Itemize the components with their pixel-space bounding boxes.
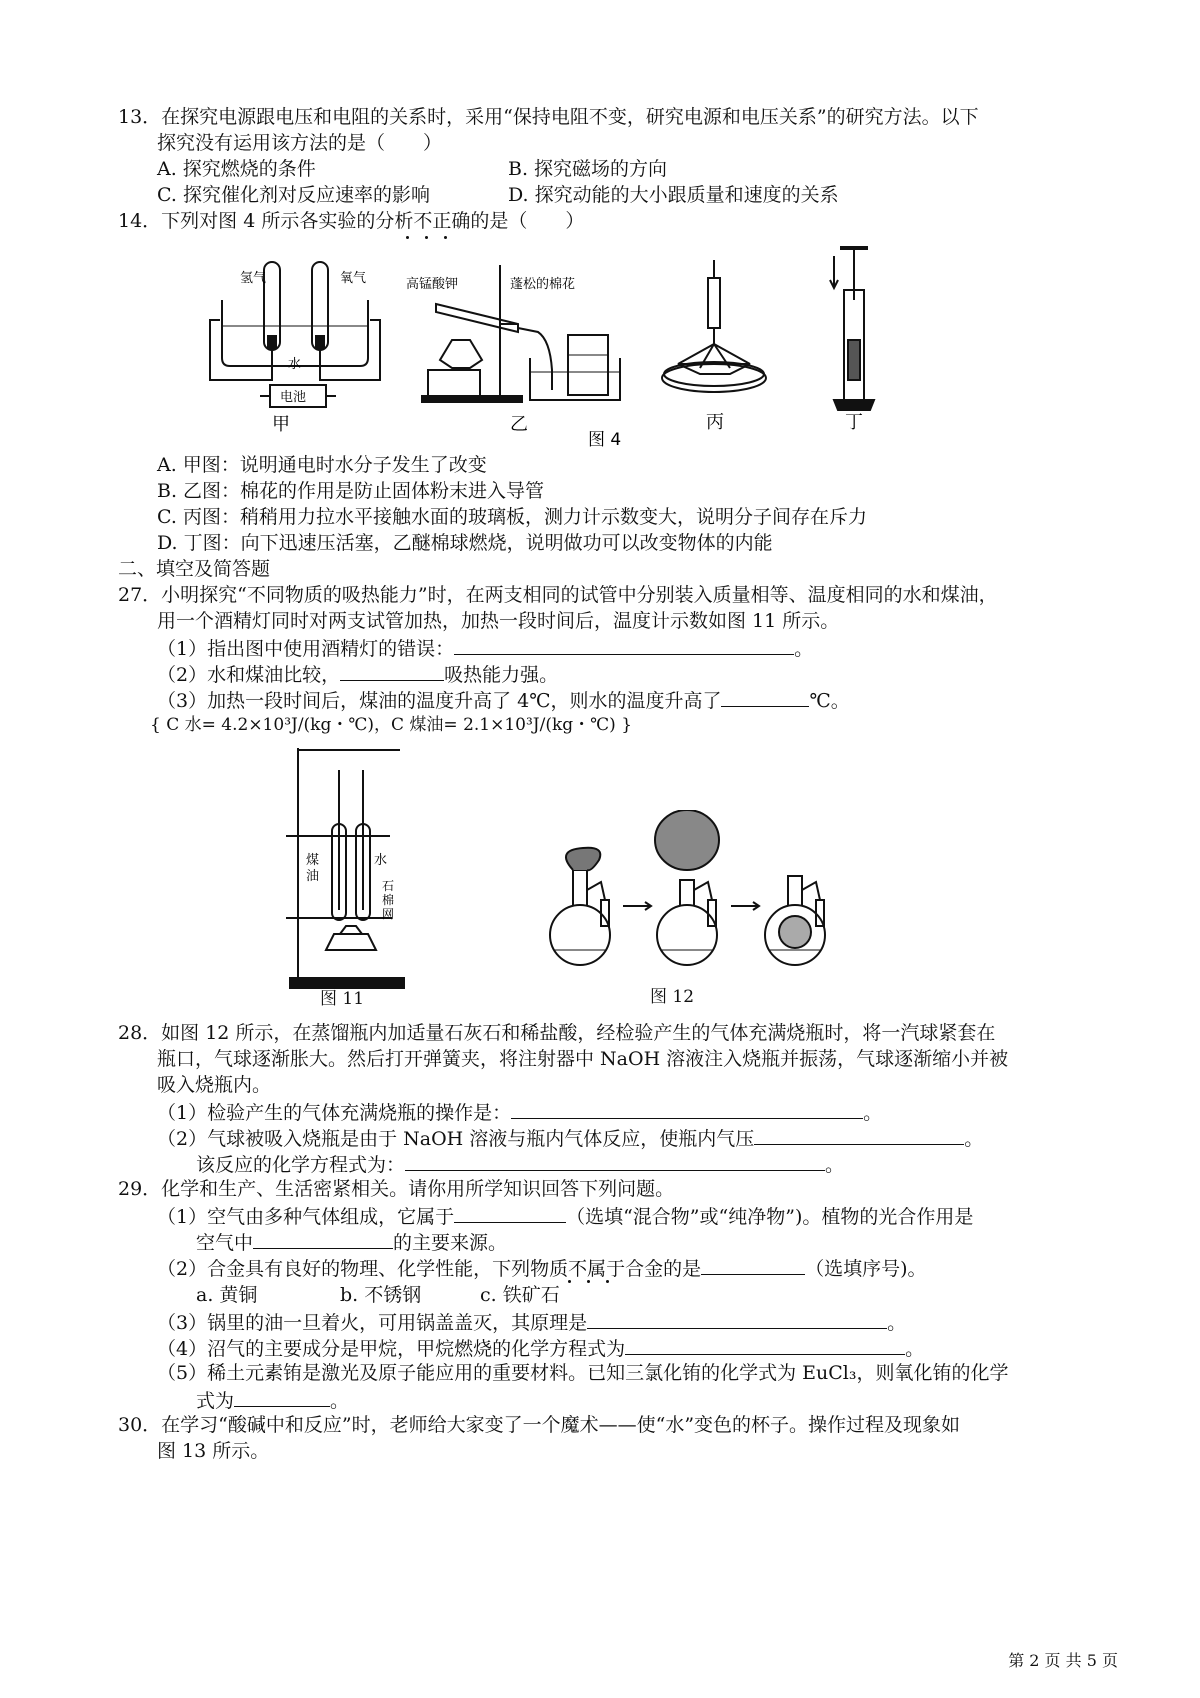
- answer-blank[interactable]: [253, 1228, 393, 1249]
- label-kerosene-1: 煤: [306, 853, 320, 868]
- q27-stem-line2: 用一个酒精灯同时对两支试管加热，加热一段时间后，温度计示数如图 11 所示。: [157, 610, 840, 632]
- q14-option-c: C. 丙图：稍稍用力拉水平接触水面的玻璃板，测力计示数变大，说明分子间存在斥力: [157, 506, 867, 528]
- answer-blank[interactable]: [454, 1202, 566, 1223]
- figure-4-bing-spring-scale: [662, 260, 766, 392]
- page-number: 第 2 页 共 5 页: [1008, 1651, 1118, 1670]
- label-cotton: 蓬松的棉花: [510, 277, 576, 292]
- q13-option-b: B. 探究磁场的方向: [508, 158, 668, 180]
- answer-blank[interactable]: [625, 1334, 905, 1355]
- q14-option-b: B. 乙图：棉花的作用是防止固体粉末进入导管: [157, 480, 545, 502]
- q27-stem-line1: 27．小明探究“不同物质的吸热能力”时，在两支相同的试管中分别装入质量相等、温度相同的水和煤油，: [118, 584, 998, 606]
- figure-12-title: 图 12: [650, 987, 695, 1007]
- label-water-fig11: 水: [374, 853, 388, 868]
- answer-blank[interactable]: [701, 1254, 805, 1275]
- q28-stem-line2: 瓶口，气球逐渐胀大。然后打开弹簧夹，将注射器中 NaOH 溶液注入烧瓶并振荡，气球逐渐缩小并被: [157, 1048, 1009, 1070]
- q28-part1: （1）检验产生的气体充满烧瓶的操作是： 。: [157, 1098, 882, 1126]
- emphasis-dot: [406, 236, 409, 239]
- q29-option-c: c. 铁矿石: [480, 1284, 560, 1306]
- q27-constants: { C 水= 4.2×10³J/(kg・℃)，C 煤油= 2.1×10³J/(kg・℃) }: [150, 715, 633, 735]
- section-heading: 二、填空及简答题: [118, 558, 271, 580]
- q30-stem-line2: 图 13 所示。: [157, 1440, 270, 1462]
- q29-part1-line1: （1）空气由多种气体组成，它属于 （选填“混合物”或“纯净物”)。植物的光合作用是: [157, 1202, 973, 1230]
- q14-option-a: A. 甲图：说明通电时水分子发生了改变: [157, 454, 487, 476]
- q28-part2: （2）气球被吸入烧瓶是由于 NaOH 溶液与瓶内气体反应，使瓶内气压 。: [157, 1124, 983, 1152]
- q29-part5-line2: 式为 。: [196, 1386, 349, 1414]
- q28-part2-equation: 该反应的化学方程式为： 。: [196, 1150, 844, 1178]
- emphasis-dot: [444, 236, 447, 239]
- emphasis-dot: [606, 1280, 609, 1283]
- label-kmno4: 高锰酸钾: [406, 277, 459, 292]
- q27-part2: （2）水和煤油比较， 吸热能力强。: [157, 660, 558, 688]
- figure-4: [200, 240, 920, 455]
- answer-blank[interactable]: [587, 1308, 887, 1329]
- emphasis-dot: [425, 236, 428, 239]
- label-gauze-3: 网: [382, 907, 395, 921]
- label-gauze-2: 棉: [382, 893, 395, 907]
- q27-part3: （3）加热一段时间后，煤油的温度升高了 4℃，则水的温度升高了 ℃。: [157, 686, 850, 714]
- q29-part1-line2: 空气中 的主要来源。: [196, 1228, 507, 1256]
- q13-stem-line1: 13．在探究电源跟电压和电阻的关系时，采用“保持电阻不变，研究电源和电压关系”的研究方法。以下: [118, 106, 979, 128]
- figure-4-title: 图 4: [588, 430, 622, 450]
- q29-option-a: a. 黄铜: [196, 1284, 258, 1306]
- answer-blank[interactable]: [754, 1124, 964, 1145]
- label-hydrogen: 氢气: [240, 271, 267, 286]
- q29-part4: （4）沼气的主要成分是甲烷，甲烷燃烧的化学方程式为 。: [157, 1334, 924, 1362]
- q14-stem: 14．下列对图 4 所示各实验的分析不正确的是（ ）: [118, 210, 585, 232]
- label-kerosene-2: 油: [306, 869, 320, 884]
- answer-blank[interactable]: [234, 1386, 330, 1407]
- q29-part5-line1: （5）稀土元素铕是激光及原子能应用的重要材料。已知三氯化铕的化学式为 EuCl₃，则氧化铕的化学: [157, 1362, 1009, 1384]
- figure-12: [545, 810, 845, 980]
- label-oxygen: 氧气: [340, 271, 367, 286]
- q28-stem-line3: 吸入烧瓶内。: [157, 1074, 272, 1096]
- answer-blank[interactable]: [511, 1098, 863, 1119]
- q29-option-b: b. 不锈钢: [340, 1284, 422, 1306]
- q30-stem-line1: 30．在学习“酸碱中和反应”时，老师给大家变了一个魔术——使“水”变色的杯子。操作过程及现象如: [118, 1414, 961, 1436]
- q13-option-d: D. 探究动能的大小跟质量和速度的关系: [508, 184, 839, 206]
- label-battery: 电池: [280, 390, 307, 405]
- answer-blank[interactable]: [454, 634, 794, 655]
- answer-blank[interactable]: [721, 686, 809, 707]
- q29-stem: 29．化学和生产、生活密紧相关。请你用所学知识回答下列问题。: [118, 1178, 675, 1200]
- q13-stem-line2: 探究没有运用该方法的是（ ）: [157, 132, 443, 154]
- label-ding: 丁: [845, 412, 863, 433]
- q29-part2: （2）合金具有良好的物理、化学性能，下列物质不属于合金的是 （选填序号)。: [157, 1254, 927, 1282]
- answer-blank[interactable]: [405, 1150, 825, 1171]
- emphasis-dot: [587, 1280, 590, 1283]
- q27-part1: （1）指出图中使用酒精灯的错误： 。: [157, 634, 813, 662]
- figure-11-title: 图 11: [320, 989, 365, 1009]
- label-yi: 乙: [510, 414, 528, 435]
- q14-option-d: D. 丁图：向下迅速压活塞，乙醚棉球燃烧，说明做功可以改变物体的内能: [157, 532, 773, 554]
- q28-stem-line1: 28．如图 12 所示，在蒸馏瓶内加适量石灰石和稀盐酸，经检验产生的气体充满烧瓶时，将一汽球紧套在: [118, 1022, 996, 1044]
- emphasis-dot: [568, 1280, 571, 1283]
- q29-part3: （3）锅里的油一旦着火，可用锅盖盖灭，其原理是 。: [157, 1308, 906, 1336]
- label-gauze-1: 石: [382, 879, 395, 893]
- figure-4-ding-piston-tube: [830, 248, 874, 410]
- q13-option-a: A. 探究燃烧的条件: [157, 158, 316, 180]
- answer-blank[interactable]: [340, 660, 444, 681]
- figure-11: [280, 740, 420, 1010]
- q13-option-c: C. 探究催化剂对反应速率的影响: [157, 184, 430, 206]
- label-bing: 丙: [706, 412, 724, 433]
- label-water: 水: [288, 357, 302, 372]
- label-jia: 甲: [272, 414, 290, 435]
